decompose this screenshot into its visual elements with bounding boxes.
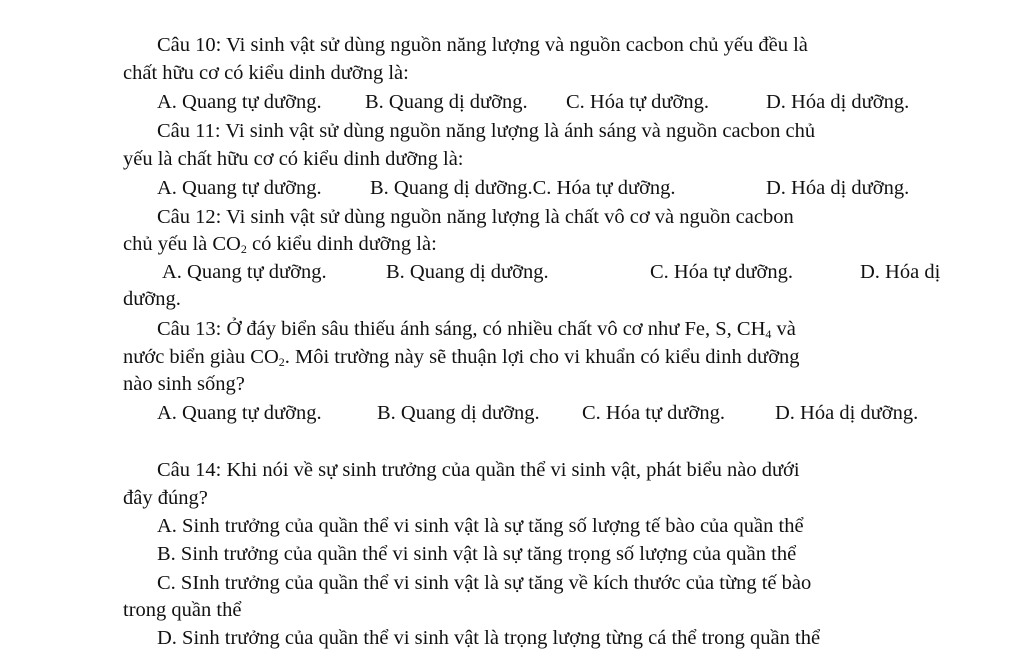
q11-options [0, 175, 1024, 201]
q14-option-c-wrap: trong quần thể [123, 599, 242, 621]
q14-option-b[interactable]: B. Sinh trưởng của quần thể vi sinh vật là sự tăng trọng số lượng của quần thể [157, 543, 797, 565]
q14-option-c[interactable]: C. SInh trưởng của quần thể vi sinh vật là sự tăng về kích thước của từng tế bào [157, 572, 812, 594]
q12-stem-line2-pre: chủ yếu là CO [123, 233, 241, 255]
q11-stem-line1: Câu 11: Vi sinh vật sử dùng nguồn năng lượng là ánh sáng và nguồn cacbon chủ [157, 120, 816, 142]
q10-options [0, 89, 1024, 115]
q11-option-b-c[interactable]: B. Quang dị dưỡng.C. Hóa tự dưỡng. [370, 177, 676, 199]
q12-options [0, 259, 1024, 285]
q12-co2-subscript: 2 [240, 242, 247, 256]
q12-option-b[interactable]: B. Quang dị dưỡng. [386, 261, 549, 283]
q13-stem-line2-post: . Môi trường này sẽ thuận lợi cho vi khuẩn có kiểu dinh dưỡng [284, 346, 800, 368]
q11-option-d[interactable]: D. Hóa dị dưỡng. [766, 177, 910, 199]
q13-stem-line1-pre: Câu 13: Ở đáy biển sâu thiếu ánh sáng, có nhiều chất vô cơ như Fe, S, CH [157, 318, 766, 340]
q13-co2-subscript: 2 [278, 355, 285, 369]
q13-options [0, 400, 1024, 426]
q13-option-a[interactable]: A. Quang tự dưỡng. [157, 402, 322, 424]
q12-stem-line1: Câu 12: Vi sinh vật sử dùng nguồn năng lượng là chất vô cơ và nguồn cacbon [157, 206, 794, 228]
q10-option-c[interactable]: C. Hóa tự dưỡng. [566, 91, 709, 113]
q12-option-a[interactable]: A. Quang tự dưỡng. [162, 261, 327, 283]
q10-option-b[interactable]: B. Quang dị dưỡng. [365, 91, 528, 113]
q12-option-d[interactable]: D. Hóa dị [860, 261, 941, 283]
q10-option-d[interactable]: D. Hóa dị dưỡng. [766, 91, 910, 113]
q10-stem-line2: chất hữu cơ có kiểu dinh dưỡng là: [123, 62, 409, 84]
q13-option-b[interactable]: B. Quang dị dưỡng. [377, 402, 540, 424]
q12-option-d-wrap: dưỡng. [123, 288, 181, 310]
q14-stem-line1: Câu 14: Khi nói về sự sinh trưởng của quần thể vi sinh vật, phát biểu nào dưới [157, 459, 800, 481]
q10-stem-line1: Câu 10: Vi sinh vật sử dùng nguồn năng lượng và nguồn cacbon chủ yếu đều là [157, 34, 808, 56]
q13-stem-line2 [123, 344, 800, 370]
q13-ch4-subscript: 4 [765, 327, 772, 341]
q13-stem-line2-pre: nước biển giàu CO [123, 346, 279, 368]
q14-option-d[interactable]: D. Sinh trưởng của quần thể vi sinh vật là trọng lượng từng cá thể trong quần thể [157, 627, 821, 649]
q14-stem-line2: đây đúng? [123, 487, 208, 509]
q13-option-d[interactable]: D. Hóa dị dưỡng. [775, 402, 919, 424]
q11-stem-line2: yếu là chất hữu cơ có kiểu dinh dưỡng là: [123, 148, 464, 170]
q12-option-c[interactable]: C. Hóa tự dưỡng. [650, 261, 793, 283]
q12-stem-line2 [123, 231, 437, 257]
q11-option-a[interactable]: A. Quang tự dưỡng. [157, 177, 322, 199]
q13-stem-line1 [157, 316, 796, 342]
q13-stem-line3: nào sinh sống? [123, 373, 245, 395]
q12-stem-line2-post: có kiểu dinh dưỡng là: [246, 233, 437, 255]
q10-option-a[interactable]: A. Quang tự dưỡng. [157, 91, 322, 113]
q13-option-c[interactable]: C. Hóa tự dưỡng. [582, 402, 725, 424]
q13-stem-line1-post: và [771, 318, 796, 340]
q14-option-a[interactable]: A. Sinh trưởng của quần thể vi sinh vật là sự tăng số lượng tế bào của quần thể [157, 515, 804, 537]
